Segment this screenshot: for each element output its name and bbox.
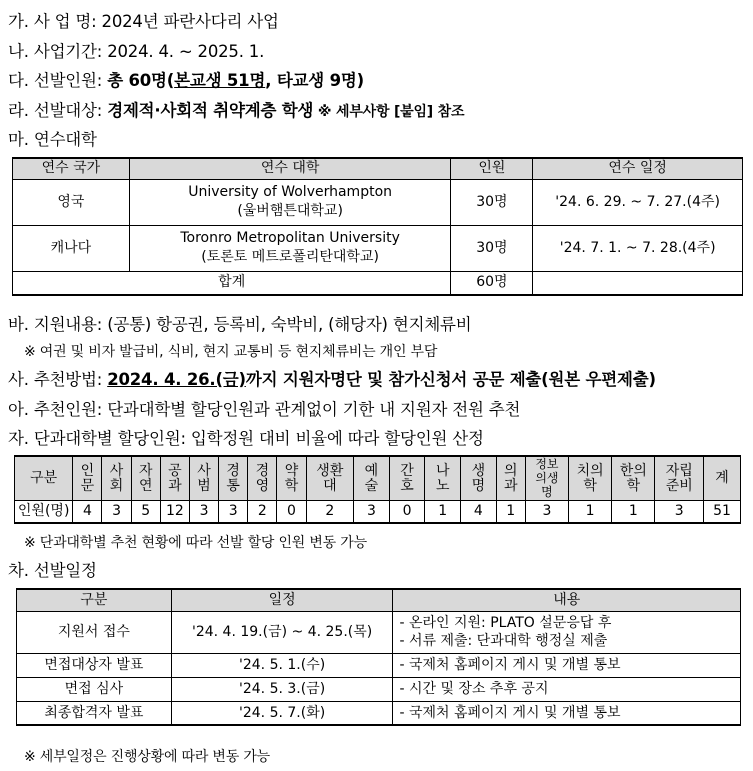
recommend-count-line: 아. 추천인원: 단과대학별 할당인원과 관계없이 기한 내 지원자 전원 추천 [8, 400, 521, 419]
universities-table [12, 157, 743, 296]
selection-count-line [8, 67, 364, 91]
schedule-header-content: 내용 [393, 589, 741, 611]
allocation-row-label: 인원(명) [15, 501, 73, 523]
allocation-table [14, 455, 741, 524]
college-count: 1 [612, 501, 655, 523]
college-header: 의과 [496, 456, 525, 501]
univ-name-ko: (울버햄튼대학교) [237, 203, 343, 219]
total-count: 60명 [451, 271, 533, 295]
project-period-line: 나. 사업기간: 2024. 4. ~ 2025. 1. [8, 42, 265, 61]
schedule-table [16, 588, 741, 726]
college-count: 3 [219, 501, 248, 523]
college-count: 3 [525, 501, 568, 523]
selection-count-prefix: 다. 선발인원: [8, 71, 108, 90]
recommend-deadline: 2024. 4. 26.(금) [107, 370, 246, 389]
college-count: 12 [160, 501, 189, 523]
allocation-header-label: 구분 [15, 456, 73, 501]
table-row [15, 501, 741, 523]
college-header: 경영 [248, 456, 277, 501]
univ-name-en: Toronro Metropolitan University [180, 230, 400, 246]
universities-header-country: 연수 국가 [13, 158, 130, 179]
table-row [17, 701, 741, 725]
allocation-note: ※ 단과대학별 추천 현황에 따라 선발 할당 인원 변동 가능 [24, 535, 367, 551]
college-count: 3 [102, 501, 131, 523]
univ-cell [129, 225, 451, 271]
schedule-note: ※ 세부일정은 진행상황에 따라 변동 가능 [24, 749, 270, 765]
recommend-method-line [8, 366, 656, 390]
schedule-content: - 국제처 홈페이지 게시 및 개별 통보 [393, 653, 741, 677]
selection-own-students: 본교생 51명 [174, 71, 266, 90]
college-header: 자연 [131, 456, 160, 501]
college-header: 간호 [389, 456, 425, 501]
college-header: 공과 [160, 456, 189, 501]
college-count: 2 [306, 501, 354, 523]
schedule-item: 지원서 접수 [17, 611, 172, 653]
college-header: 나노 [425, 456, 461, 501]
schedule-date: '24. 5. 1.(수) [171, 653, 393, 677]
college-header: 생환대 [306, 456, 354, 501]
support-note: ※ 여권 및 비자 발급비, 식비, 현지 교통비 등 현지체류비는 개인 부담 [24, 344, 438, 360]
universities-heading: 마. 연수대학 [8, 130, 97, 149]
schedule-item: 면접대상자 발표 [17, 653, 172, 677]
college-count: 51 [704, 501, 741, 523]
table-row [13, 225, 743, 271]
schedule-content: - 시간 및 장소 추후 공지 [393, 677, 741, 701]
recommend-method-prefix: 사. 추천방법: [8, 370, 108, 389]
schedule-header-item: 구분 [17, 589, 172, 611]
college-count: 1 [569, 501, 612, 523]
schedule-header-date: 일정 [171, 589, 393, 611]
college-count: 3 [354, 501, 390, 523]
univ-cell [129, 179, 451, 225]
college-header: 경통 [219, 456, 248, 501]
college-count: 5 [131, 501, 160, 523]
table-row [17, 677, 741, 701]
project-name-line: 가. 사 업 명: 2024년 파란사다리 사업 [8, 12, 279, 31]
schedule-item: 면접 심사 [17, 677, 172, 701]
period-cell: '24. 6. 29. ~ 7. 27.(4주) [533, 179, 743, 225]
college-count: 3 [655, 501, 704, 523]
support-line: 바. 지원내용: (공통) 항공권, 등록비, 숙박비, (해당자) 현지체류비 [8, 315, 472, 334]
schedule-date: '24. 5. 3.(금) [171, 677, 393, 701]
college-header: 한의학 [612, 456, 655, 501]
schedule-date: '24. 4. 19.(금) ~ 4. 25.(목) [171, 611, 393, 653]
selection-target-value: 경제적·사회적 취약계층 학생 [107, 101, 314, 120]
college-count: 0 [277, 501, 306, 523]
college-count: 0 [389, 501, 425, 523]
table-row [13, 179, 743, 225]
schedule-item: 최종합격자 발표 [17, 701, 172, 725]
college-header: 생명 [461, 456, 497, 501]
univ-name-ko: (토론토 메트로폴리탄대학교) [201, 249, 379, 265]
college-count: 1 [425, 501, 461, 523]
schedule-heading: 차. 선발일정 [8, 561, 97, 580]
college-header: 계 [704, 456, 741, 501]
recommend-method-detail: 까지 지원자명단 및 참가신청서 공문 제출(원본 우편제출) [245, 370, 656, 389]
universities-header-count: 인원 [451, 158, 533, 179]
country-cell: 영국 [13, 179, 130, 225]
allocation-heading: 자. 단과대학별 할당인원: 입학정원 대비 비율에 따라 할당인원 산정 [8, 429, 484, 448]
selection-target-line [8, 97, 464, 121]
country-cell: 캐나다 [13, 225, 130, 271]
schedule-content: - 온라인 지원: PLATO 설문응답 후 - 서류 제출: 단과대학 행정실 제출 [393, 611, 741, 653]
total-label: 합계 [13, 271, 451, 295]
selection-other-students: , 타교생 9명) [265, 71, 364, 90]
college-header: 치의학 [569, 456, 612, 501]
table-row [17, 653, 741, 677]
table-row [17, 611, 741, 653]
college-count: 3 [189, 501, 218, 523]
table-row [13, 271, 743, 295]
univ-name-en: University of Wolverhampton [188, 184, 393, 200]
college-header: 사회 [102, 456, 131, 501]
college-header: 정보의생명 [525, 456, 568, 501]
count-cell: 30명 [451, 225, 533, 271]
college-header: 약학 [277, 456, 306, 501]
universities-header-period: 연수 일정 [533, 158, 743, 179]
college-count: 1 [496, 501, 525, 523]
schedule-content: - 국제처 홈페이지 게시 및 개별 통보 [393, 701, 741, 725]
count-cell: 30명 [451, 179, 533, 225]
period-cell: '24. 7. 1. ~ 7. 28.(4주) [533, 225, 743, 271]
selection-target-prefix: 라. 선발대상: [8, 101, 108, 120]
selection-total: 총 60명( [107, 71, 175, 90]
total-empty [533, 271, 743, 295]
college-header: 예술 [354, 456, 390, 501]
universities-header-univ: 연수 대학 [129, 158, 451, 179]
college-header: 사범 [189, 456, 218, 501]
schedule-date: '24. 5. 7.(화) [171, 701, 393, 725]
college-header: 자립준비 [655, 456, 704, 501]
college-count: 2 [248, 501, 277, 523]
college-count: 4 [461, 501, 497, 523]
college-header: 인문 [73, 456, 102, 501]
selection-target-note: ※ 세부사항 [붙임] 참조 [313, 104, 465, 120]
college-count: 4 [73, 501, 102, 523]
